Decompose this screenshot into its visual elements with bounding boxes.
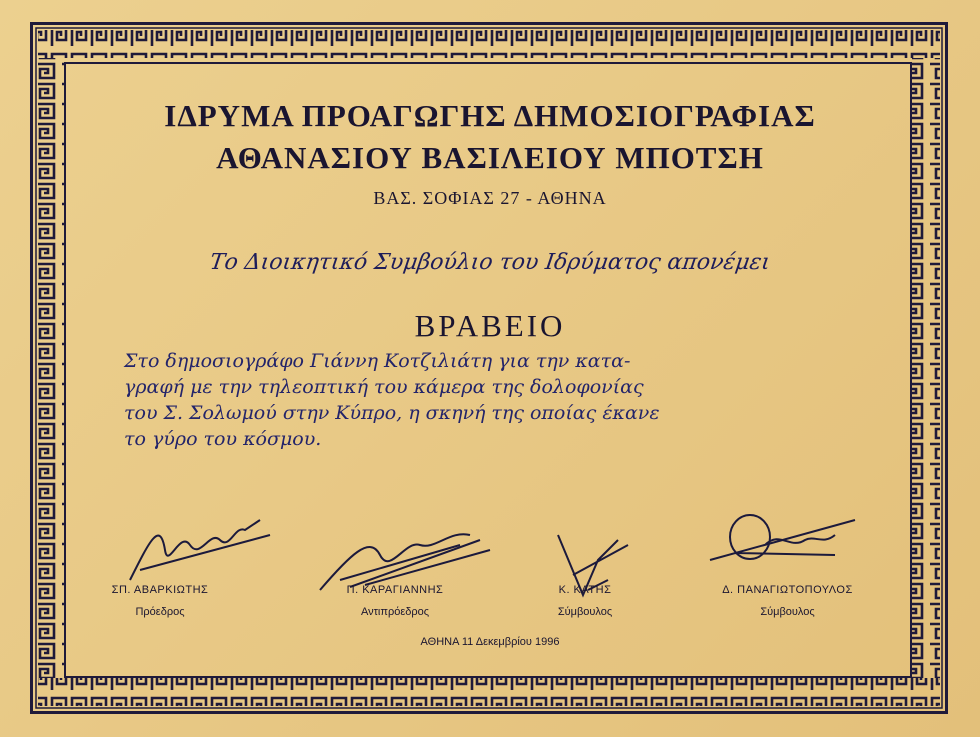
signatory-name: Π. ΚΑΡΑΓΙΑΝΝΗΣ [346,584,444,596]
citation-line: γραφή με την τηλεοπτική του κάμερα της δολοφονίας [124,376,644,398]
signatory-role: Αντιπρόεδρος [360,606,430,618]
issue-date: ΑΘΗΝΑ 11 Δεκεμβρίου 1996 [420,636,560,648]
award-title: ΒΡΑΒΕΙΟ [414,308,566,343]
signatory-name: Δ. ΠΑΝΑΓΙΩΤΟΠΟΥΛΟΣ [722,584,853,596]
signature-counselor-panagiotopoulos [705,505,865,580]
citation-line: το γύρο του κόσμου. [124,428,322,450]
signature-president [120,500,280,590]
signatory-vice-president [325,584,465,618]
citation-line: του Σ. Σολωμού στην Κύπρο, η σκηνή της οποίας έκανε [124,402,660,424]
signatory-role: Σύμβουλος [760,606,815,618]
signatory-name: Κ. ΚΑΤΗΣ [558,584,612,596]
foundation-name: ΙΔΡΥΜΑ ΠΡΟΑΓΩΓΗΣ ΔΗΜΟΣΙΟΓΡΑΦΙΑΣ [164,98,816,133]
signatory-president [95,584,225,618]
signatory-role: Πρόεδρος [135,606,185,618]
award-intro: Το Διοικητικό Συμβούλιο του Ιδρύματος απονέμει [208,250,772,275]
signatory-counselor-katis [525,584,645,618]
foundation-address: ΒΑΣ. ΣΟΦΙΑΣ 27 - ΑΘΗΝΑ [373,188,607,208]
foundation-founder: ΑΘΑΝΑΣΙΟΥ ΒΑΣΙΛΕΙΟΥ ΜΠΟΤΣΗ [216,140,764,175]
signatory-role: Σύμβουλος [557,606,613,618]
signatory-counselor-panagiotopoulos [700,584,875,618]
citation-line: Στο δημοσιογράφο Γιάννη Κοτζιλιάτη για την κατα- [124,350,631,372]
signatory-name: ΣΠ. ΑΒΑΡΚΙΩΤΗΣ [111,584,209,596]
citation-text [124,348,844,452]
